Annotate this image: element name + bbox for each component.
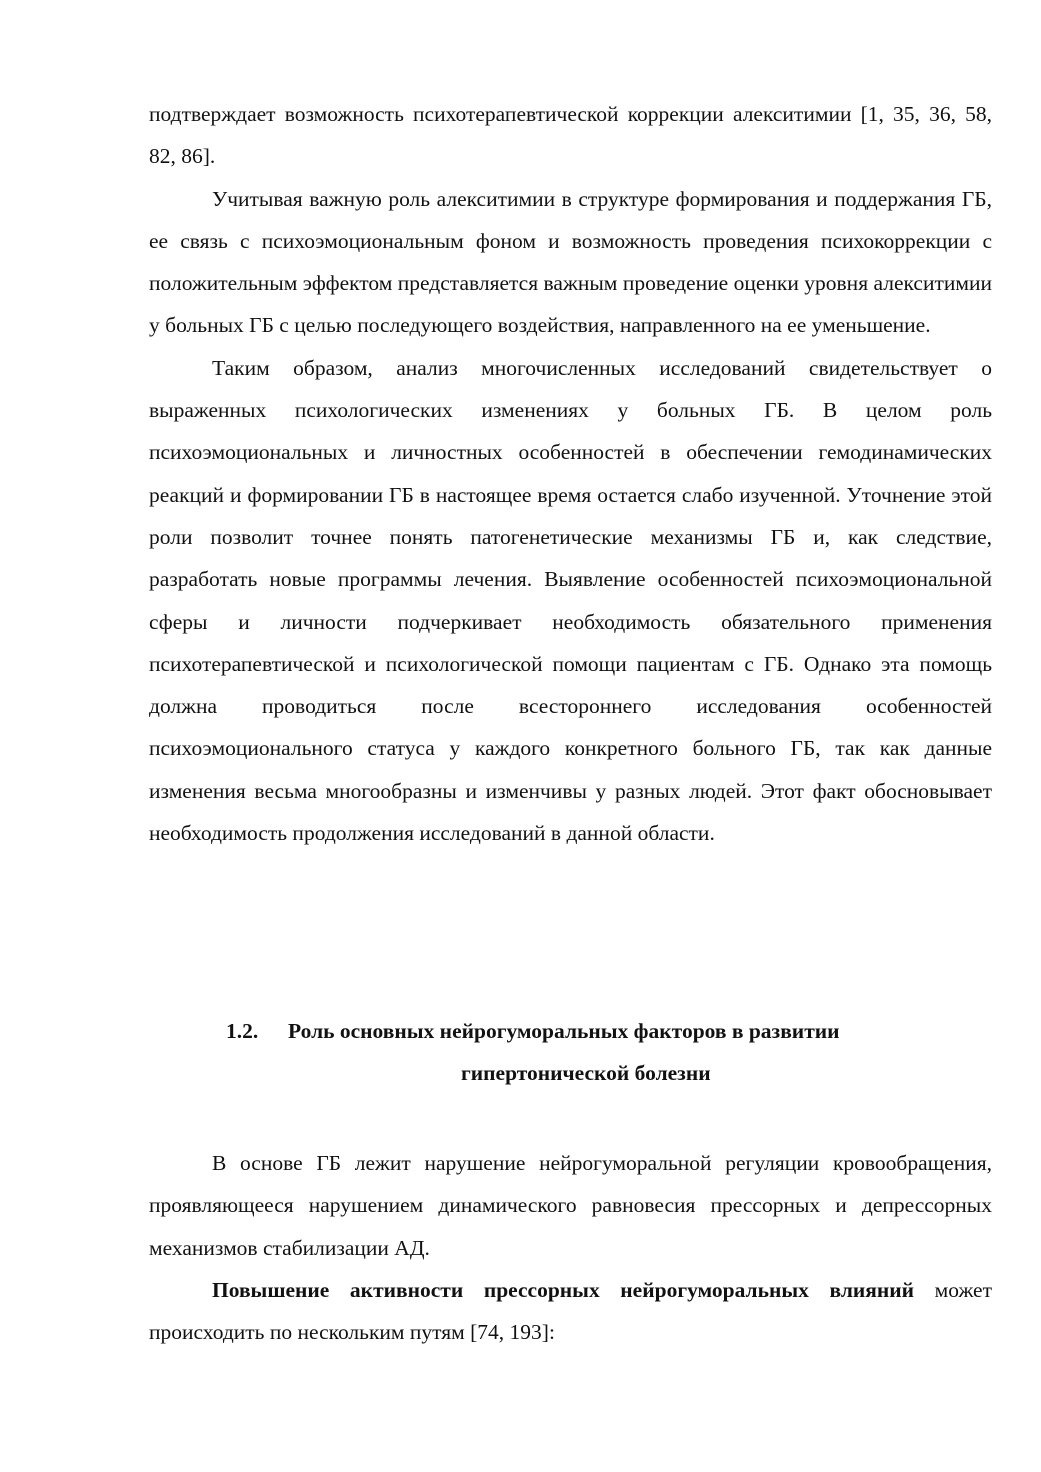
section-number: 1.2.	[226, 1019, 259, 1043]
text-block-bottom	[149, 1142, 992, 1353]
paragraph-conclusion: Таким образом, анализ многочисленных исследований свидетельствует о выраженных психологических изменениях у больных ГБ. В целом роль психоэмоциональных и личностных особенностей в обеспечении гемодинамических реакций и формировании ГБ в настоящее время остается слабо изученной. Уточнение этой роли позволит точнее понять патогенетические механизмы ГБ и, как следствие, разработать новые программы лечения. Выявление особенностей психоэмоциональной сферы и личности подчеркивает необходимость обязательного применения психотерапевтической и психологической помощи пациентам с ГБ. Однако эта помощь должна проводиться после всестороннего исследования особенностей психоэмоционального статуса у каждого конкретного больного ГБ, так как данные изменения весьма многообразны и изменчивы у разных людей. Этот факт обосновывает необходимость продолжения исследований в данной области.	[149, 355, 992, 846]
text-block-top	[149, 93, 992, 854]
section-title-part2: гипертонической болезни	[461, 1061, 711, 1085]
paragraph-regulation: В основе ГБ лежит нарушение нейрогуморальной регуляции кровообращения, проявляющееся нарушением динамического равновесия прессорных и депрессорных механизмов стабилизации АД.	[149, 1151, 992, 1260]
paragraph-pressor-influences	[149, 1269, 992, 1354]
bold-lead-phrase: Повышение активности прессорных нейрогуморальных влияний	[212, 1277, 915, 1302]
paragraph-continuation: подтверждает возможность психотерапевтической коррекции алекситимии [1, 35, 36, 58, 82, 86].	[149, 102, 992, 169]
section-heading	[149, 1010, 992, 1094]
paragraph-alexithymia-role: Учитывая важную роль алекситимии в структуре формирования и поддержания ГБ, ее связь с психоэмоциональным фоном и возможность проведения психокоррекции с положительным эффектом представляется важным проведение оценки уровня алекситимии у больных ГБ с целью последующего воздействия, направленного на ее уменьшение.	[149, 186, 992, 338]
section-title-part1: Роль основных нейрогуморальных факторов в развитии	[288, 1019, 840, 1043]
section-heading-line1	[149, 1010, 992, 1052]
paragraph-rest: может происходить по нескольким путям [74, 193]:	[149, 1277, 992, 1345]
